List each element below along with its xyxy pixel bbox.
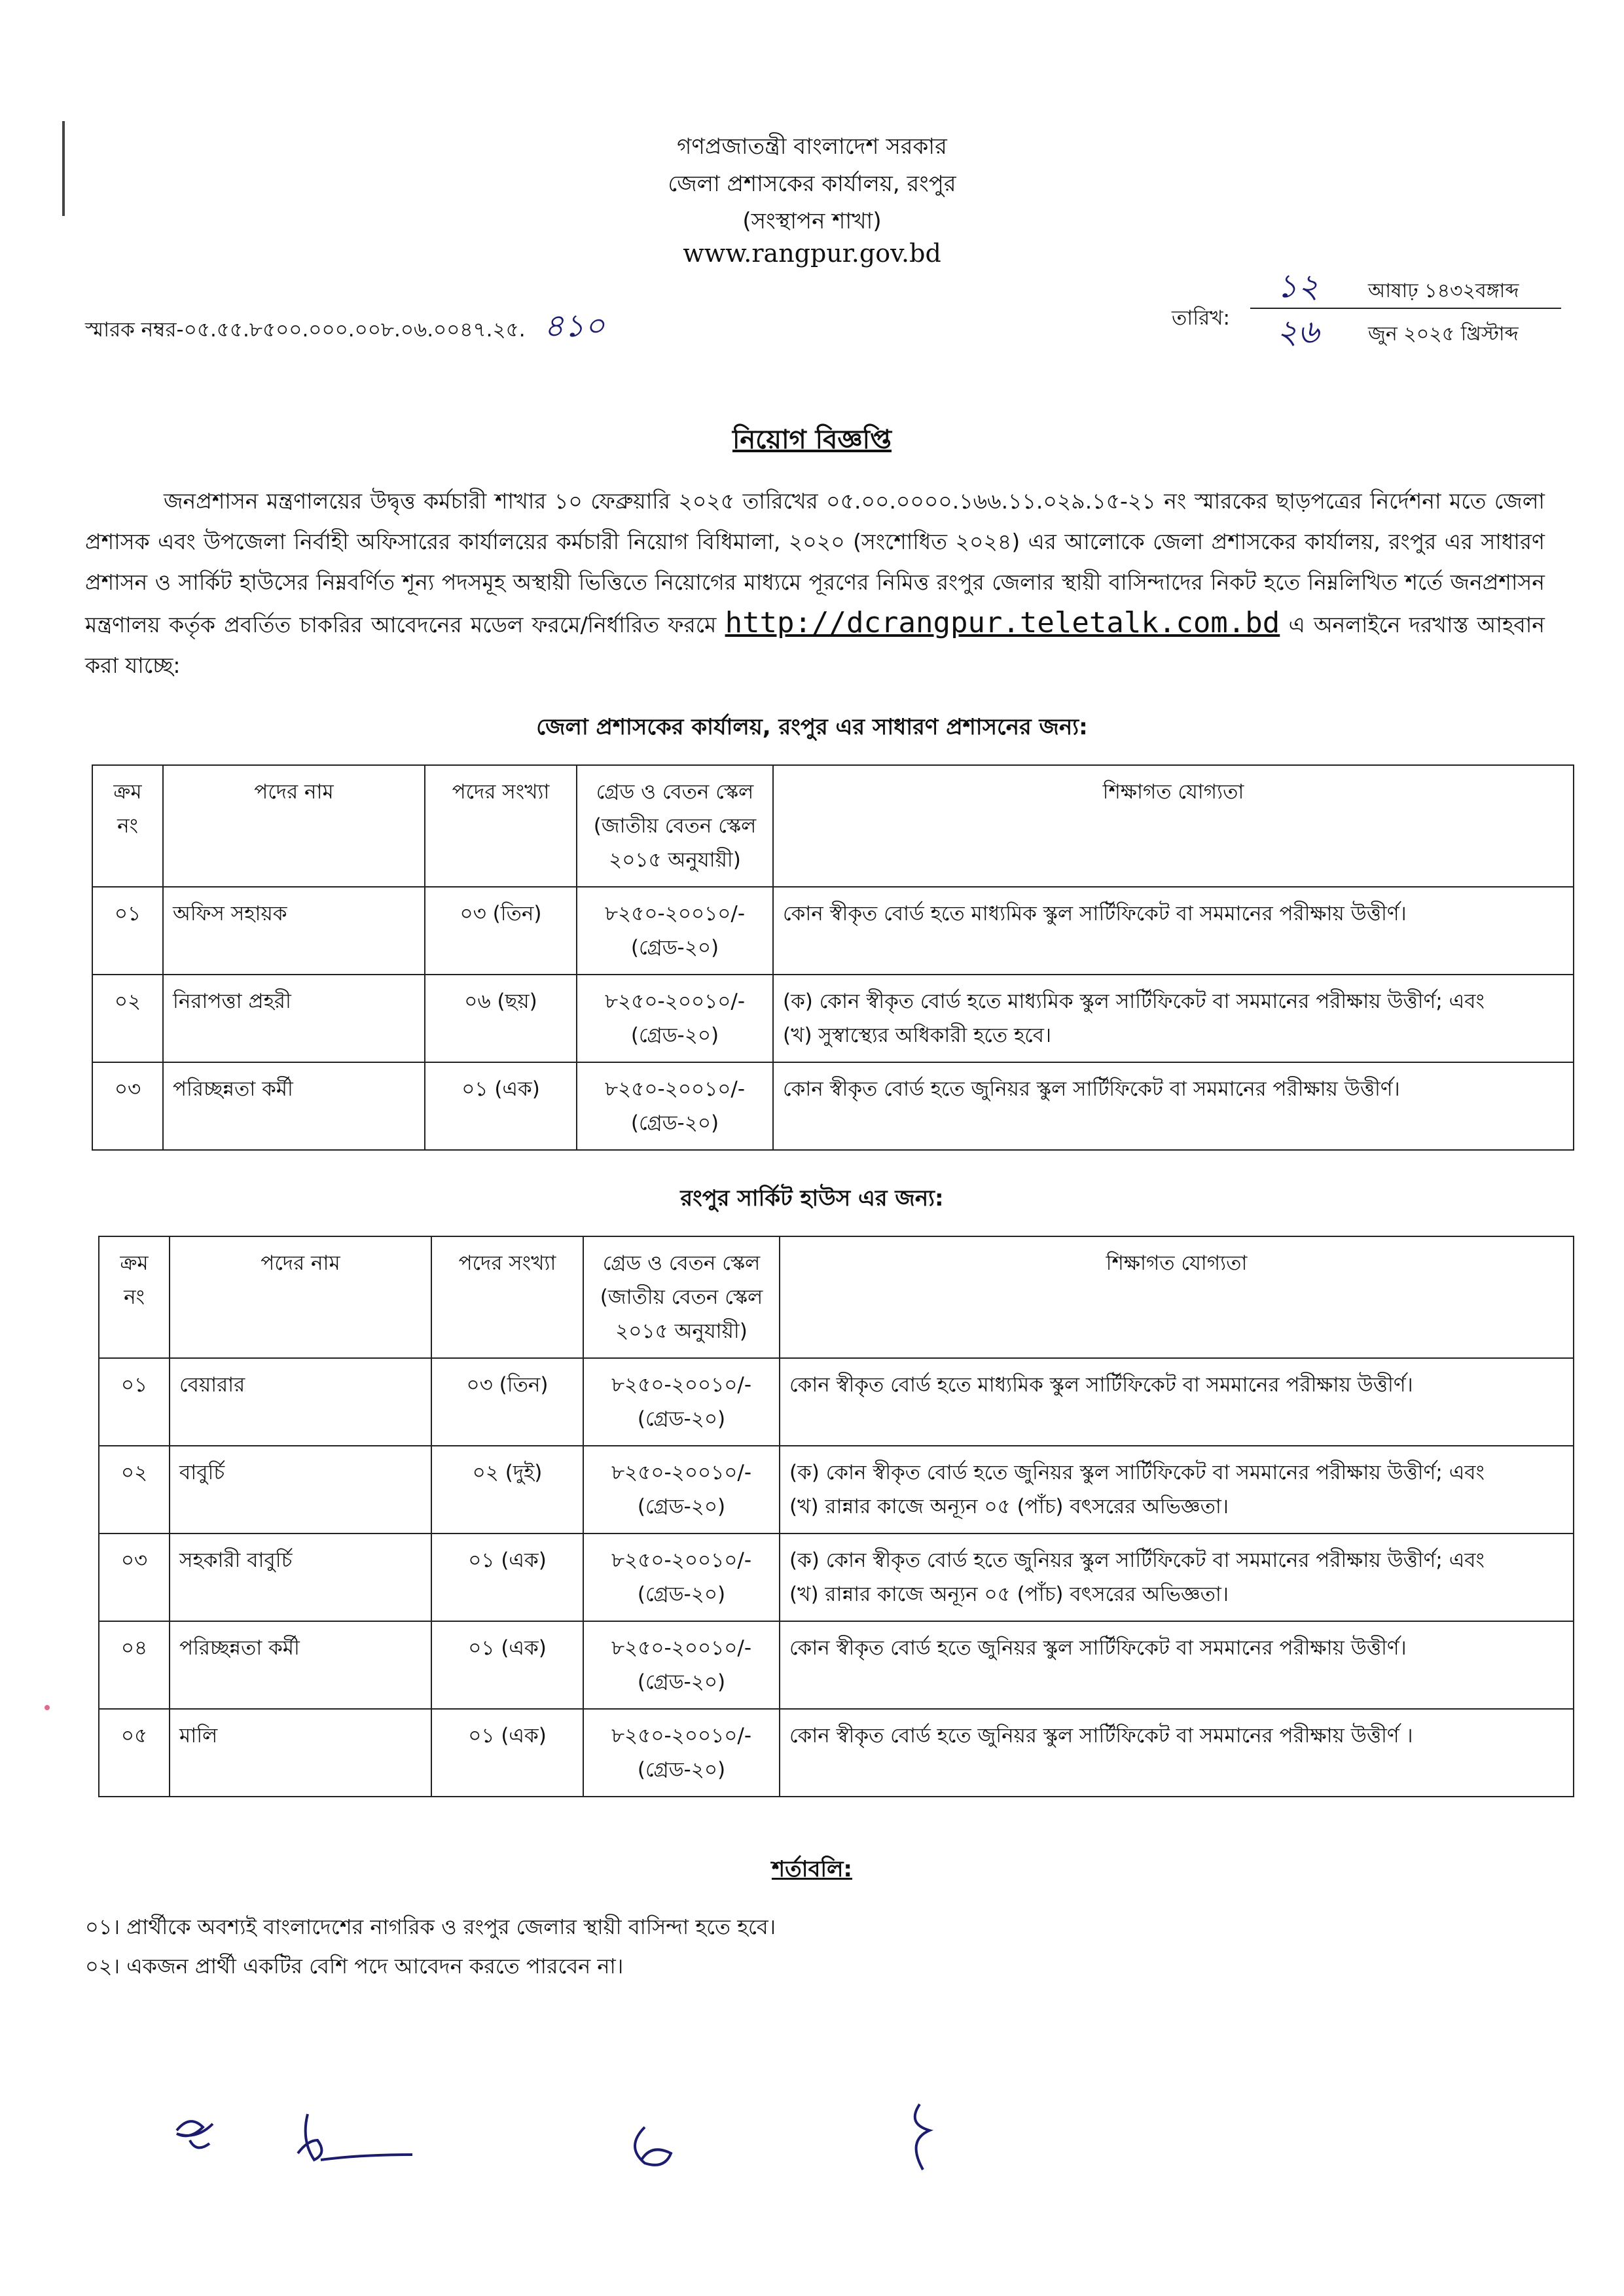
qualification-line: কোন স্বীকৃত বোর্ড হতে মাধ্যমিক স্কুল সার্টিফিকেট বা সমমানের পরীক্ষায় উত্তীর্ণ।	[789, 1373, 1413, 1397]
table-row	[99, 1534, 1574, 1621]
row-grade	[583, 1709, 780, 1797]
row-post: সহকারী বাবুর্চি	[170, 1534, 431, 1621]
row-post: অফিস সহায়ক	[163, 887, 425, 975]
col-qualification: শিক্ষাগত যোগ্যতা	[773, 765, 1574, 887]
pay-scale: ৮২৫০-২০০১০/-	[604, 902, 746, 925]
table-row	[99, 1621, 1574, 1709]
govt-name: গণপ্রজাতন্ত্রী বাংলাদেশ সরকার	[677, 134, 947, 160]
row-count: ০৩ (তিন)	[431, 1358, 583, 1446]
row-count: ০৩ (তিন)	[425, 887, 577, 975]
row-sl: ০৩	[92, 1062, 163, 1150]
qualification-line: (ক) কোন স্বীকৃত বোর্ড হতে মাধ্যমিক স্কুল সার্টিফিকেট বা সমমানের পরীক্ষায় উত্তীর্ণ; এবং	[783, 990, 1485, 1013]
row-qualification	[773, 975, 1574, 1062]
date-label: তারিখ:	[1172, 306, 1230, 330]
row-post: মালি	[170, 1709, 431, 1797]
grade-label: (গ্রেড-২০)	[630, 1111, 719, 1135]
row-grade	[583, 1534, 780, 1621]
section2-table	[98, 1236, 1574, 1797]
row-grade	[577, 975, 773, 1062]
row-sl: ০১	[92, 887, 163, 975]
row-count: ০৬ (ছয়)	[425, 975, 577, 1062]
row-sl: ০৩	[99, 1534, 170, 1621]
condition-item: ০১। প্রার্থীকে অবশ্যই বাংলাদেশের নাগরিক ও রংপুর জেলার স্থায়ী বাসিন্দা হতে হবে।	[85, 1914, 776, 1939]
row-post: বেয়ারার	[170, 1358, 431, 1446]
table-row	[99, 1358, 1574, 1446]
row-count: ০১ (এক)	[425, 1062, 577, 1150]
grade-label: (গ্রেড-২০)	[637, 1758, 726, 1782]
memo-label: স্মারক নম্বর-০৫.৫৫.৮৫০০.০০০.০০৮.০৬.০০৪৭.২৫.	[85, 318, 526, 342]
row-post: পরিচ্ছন্নতা কর্মী	[163, 1062, 425, 1150]
date-block	[1250, 267, 1564, 351]
row-qualification	[780, 1358, 1574, 1446]
row-qualification	[773, 887, 1574, 975]
qualification-line: (খ) রান্নার কাজে অন্যূন ০৫ (পাঁচ) বৎসরের অভিজ্ঞতা।	[789, 1495, 1229, 1518]
pay-scale: ৮২৫০-২০০১০/-	[611, 1373, 752, 1397]
section1-heading: জেলা প্রশাসকের কার্যালয়, রংপুর এর সাধারণ প্রশাসনের জন্য:	[536, 714, 1088, 740]
table-row	[92, 887, 1574, 975]
row-grade	[583, 1621, 780, 1709]
website[interactable]: www.rangpur.gov.bd	[683, 239, 941, 268]
initial-4	[915, 2104, 929, 2170]
intro-text: জনপ্রশাসন মন্ত্রণালয়ের উদ্বৃত্ত কর্মচারী শাখার ১০ ফেব্রুয়ারি ২০২৫ তারিখের ০৫.০০.০০০০.১৬৬.১১.০২৯.১৫-২১ নং স্মারকের ছাড়পত্রের নির্দেশনা মতে জেলা প্রশাসক এবং উপজেলা নির্বাহী অফিসারের কার্যালয়ের কর্মচারী নিয়োগ বিধিমালা, ২০২০ (সংশোধিত ২০২৪) এর আলোকে জেলা প্রশাসকের কার্যালয়, রংপুর এর সাধারণ প্রশাসন ও সার্কিট হাউসের নিম্নবর্ণিত শূন্য পদসমূহ অস্থায়ী ভিত্তিতে নিয়োগের মাধ্যমে পূরণের নিমিত্ত রংপুর জেলার স্থায়ী বাসিন্দাদের নিকট হতে নিম্নলিখিত শর্তে জনপ্রশাসন মন্ত্রণালয় কর্তৃক প্রবর্তিত চাকরির আবেদনের মডেল ফরমে/নির্ধারিত ফরমে	[85, 488, 1545, 637]
qualification-line: কোন স্বীকৃত বোর্ড হতে জুনিয়র স্কুল সার্টিফিকেট বা সমমানের পরীক্ষায় উত্তীর্ণ।	[783, 1077, 1400, 1101]
table-row	[92, 1062, 1574, 1150]
row-count: ০১ (এক)	[431, 1709, 583, 1797]
memo-handwritten-number: ৪১০	[543, 308, 605, 344]
table-row	[99, 1446, 1574, 1534]
row-grade	[583, 1358, 780, 1446]
row-sl: ০৫	[99, 1709, 170, 1797]
grade-label: (গ্রেড-২০)	[630, 936, 719, 960]
col-post: পদের নাম	[170, 1236, 431, 1358]
bangla-day: ১২	[1276, 267, 1319, 305]
pay-scale: ৮২৫০-২০০১০/-	[611, 1461, 752, 1484]
pay-scale: ৮২৫০-২০০১০/-	[604, 990, 746, 1013]
pay-scale: ৮২৫০-২০০১০/-	[611, 1549, 752, 1572]
pay-scale: ৮২৫০-২০০১০/-	[611, 1724, 752, 1748]
page-title: নিয়োগ বিজ্ঞপ্তি	[732, 425, 892, 455]
initials-signatures	[151, 2094, 969, 2186]
row-sl: ০৪	[99, 1621, 170, 1709]
grade-label: (গ্রেড-২০)	[637, 1407, 726, 1431]
qualification-line: কোন স্বীকৃত বোর্ড হতে জুনিয়র স্কুল সার্টিফিকেট বা সমমানের পরীক্ষায় উত্তীর্ণ।	[789, 1636, 1407, 1660]
memo-number	[85, 302, 605, 354]
row-post: নিরাপত্তা প্রহরী	[163, 975, 425, 1062]
table-row	[92, 975, 1574, 1062]
bangla-date: আষাঢ় ১৪৩২বঙ্গাব্দ	[1368, 279, 1519, 302]
row-qualification	[780, 1534, 1574, 1621]
office-name: জেলা প্রশাসকের কার্যালয়, রংপুর	[668, 171, 956, 197]
table-header-row	[99, 1236, 1574, 1358]
initial-1	[177, 2121, 213, 2147]
condition-item: ০২। একজন প্রার্থী একটির বেশি পদে আবেদন করতে পারবেন না।	[85, 1954, 624, 1979]
grade-label: (গ্রেড-২০)	[630, 1024, 719, 1047]
col-count: পদের সংখ্যা	[431, 1236, 583, 1358]
qualification-line: (ক) কোন স্বীকৃত বোর্ড হতে জুনিয়র স্কুল সার্টিফিকেট বা সমমানের পরীক্ষায় উত্তীর্ণ; এবং	[789, 1461, 1485, 1484]
english-day: ২৬	[1276, 313, 1320, 351]
col-post: পদের নাম	[163, 765, 425, 887]
conditions-heading-wrap	[0, 1852, 1624, 1890]
english-date: জুন ২০২৫ খ্রিস্টাব্দ	[1368, 323, 1519, 346]
row-post: বাবুর্চি	[170, 1446, 431, 1534]
title-wrap	[0, 419, 1624, 463]
col-grade: গ্রেড ও বেতন স্কেল (জাতীয় বেতন স্কেল ২০১৫ অনুযায়ী)	[577, 765, 773, 887]
intro-tail: এ অনলাইনে দরখাস্ত আহবান করা যাচ্ছে:	[85, 612, 1545, 678]
row-qualification	[780, 1709, 1574, 1797]
col-sl: ক্রম নং	[99, 1236, 170, 1358]
row-qualification	[780, 1621, 1574, 1709]
row-sl: ০১	[99, 1358, 170, 1446]
section1-table	[92, 764, 1574, 1151]
col-count: পদের সংখ্যা	[425, 765, 577, 887]
qualification-line: (ক) কোন স্বীকৃত বোর্ড হতে জুনিয়র স্কুল সার্টিফিকেট বা সমমানের পরীক্ষায় উত্তীর্ণ; এবং	[789, 1549, 1485, 1572]
branch-name: (সংস্থাপন শাখা)	[742, 208, 882, 234]
grade-label: (গ্রেড-২০)	[637, 1670, 726, 1694]
row-sl: ০২	[99, 1446, 170, 1534]
section2-heading: রংপুর সার্কিট হাউস এর জন্য:	[680, 1185, 944, 1211]
intro-paragraph	[85, 481, 1545, 686]
initial-2	[298, 2114, 412, 2160]
table-header-row	[92, 765, 1574, 887]
qualification-line: (খ) সুস্বাস্থ্যের অধিকারী হতে হবে।	[783, 1024, 1052, 1047]
qualification-line: (খ) রান্নার কাজে অন্যূন ০৫ (পাঁচ) বৎসরের অভিজ্ঞতা।	[789, 1583, 1229, 1606]
col-qualification: শিক্ষাগত যোগ্যতা	[780, 1236, 1574, 1358]
row-sl: ০২	[92, 975, 163, 1062]
row-grade	[577, 1062, 773, 1150]
col-sl: ক্রম নং	[92, 765, 163, 887]
row-grade	[583, 1446, 780, 1534]
row-qualification	[780, 1446, 1574, 1534]
qualification-line: কোন স্বীকৃত বোর্ড হতে জুনিয়র স্কুল সার্টিফিকেট বা সমমানের পরীক্ষায় উত্তীর্ণ ।	[789, 1724, 1413, 1748]
pay-scale: ৮২৫০-২০০১০/-	[611, 1636, 752, 1660]
ink-dot	[45, 1705, 50, 1710]
row-qualification	[773, 1062, 1574, 1150]
qualification-line: কোন স্বীকৃত বোর্ড হতে মাধ্যমিক স্কুল সার্টিফিকেট বা সমমানের পরীক্ষায় উত্তীর্ণ।	[783, 902, 1407, 925]
pay-scale: ৮২৫০-২০০১০/-	[604, 1077, 746, 1101]
application-link[interactable]: http://dcrangpur.teletalk.com.bd	[725, 606, 1280, 639]
col-grade: গ্রেড ও বেতন স্কেল (জাতীয় বেতন স্কেল ২০১৫ অনুযায়ী)	[583, 1236, 780, 1358]
row-count: ০১ (এক)	[431, 1621, 583, 1709]
row-count: ০১ (এক)	[431, 1534, 583, 1621]
grade-label: (গ্রেড-২০)	[637, 1495, 726, 1518]
row-count: ০২ (দুই)	[431, 1446, 583, 1534]
table-row	[99, 1709, 1574, 1797]
row-grade	[577, 887, 773, 975]
row-post: পরিচ্ছন্নতা কর্মী	[170, 1621, 431, 1709]
initial-3	[635, 2127, 671, 2165]
conditions-heading: শর্তাবলি:	[771, 1856, 853, 1882]
grade-label: (গ্রেড-২০)	[637, 1583, 726, 1606]
